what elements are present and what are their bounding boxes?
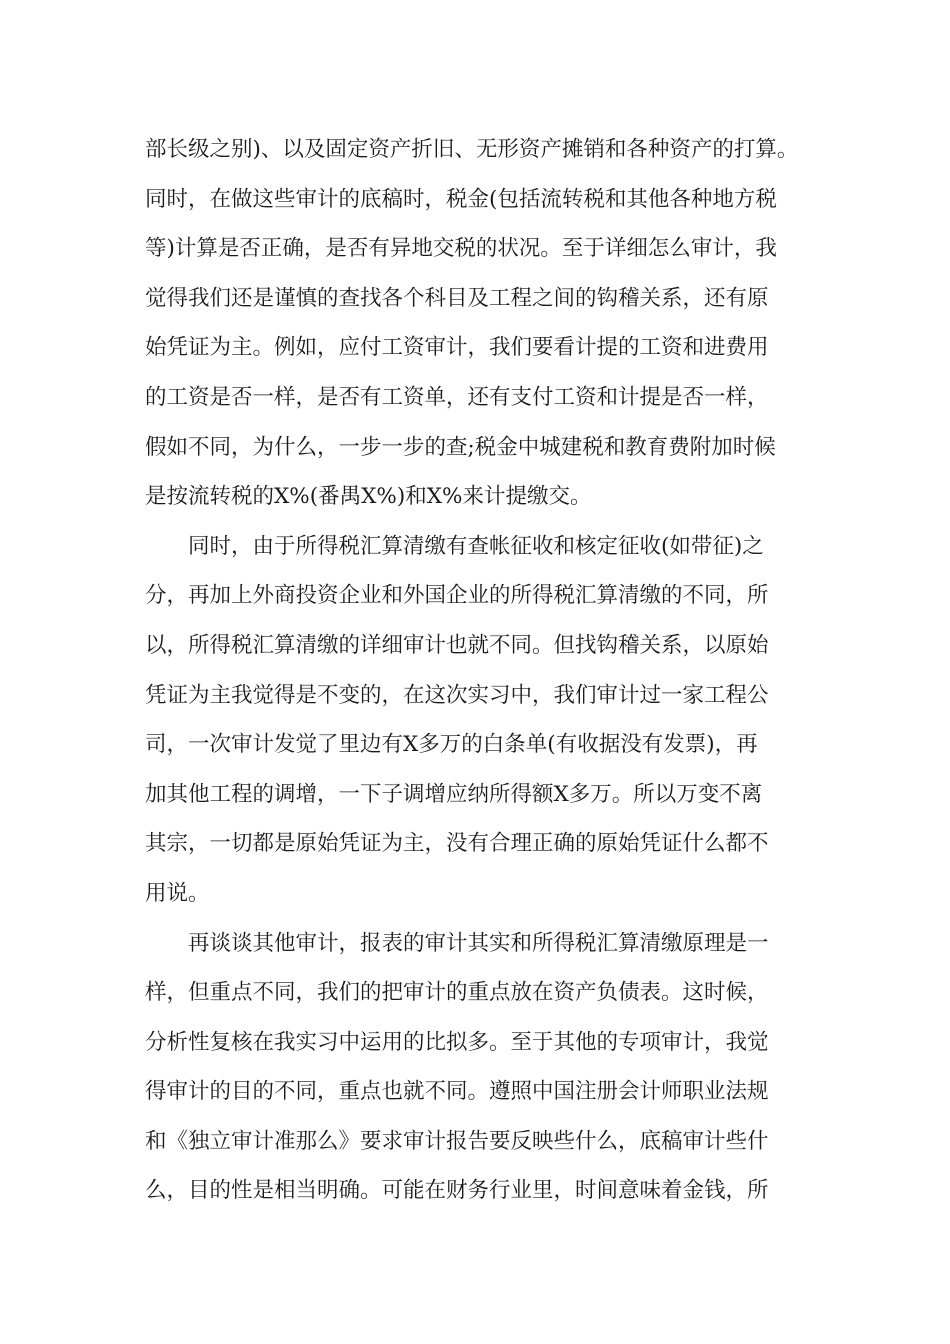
text-line: 样，但重点不同，我们的把审计的重点放在资产负债表。这时候，	[145, 980, 769, 1006]
text-line: 加其他工程的调增，一下子调增应纳所得额X多万。所以万变不离	[145, 781, 763, 807]
text-line: 始凭证为主。例如，应付工资审计，我们要看计提的工资和进费用	[145, 335, 769, 361]
text-line: 再谈谈其他审计，报表的审计其实和所得税汇算清缴原理是一	[188, 930, 769, 956]
text-line: 是按流转税的X%(番禺X%)和X%来计提缴交。	[145, 484, 592, 510]
document-body	[145, 125, 845, 1216]
text-line: 的工资是否一样，是否有工资单，还有支付工资和计提是否一样，	[145, 384, 769, 410]
text-line: 凭证为主我觉得是不变的，在这次实习中，我们审计过一家工程公	[145, 682, 769, 708]
text-line: 和《独立审计准那么》要求审计报告要反映些什么，底稿审计些什	[145, 1128, 769, 1154]
text-line: 同时，由于所得税汇算清缴有查帐征收和核定征收(如带征)之	[188, 533, 764, 559]
text-line: 部长级之别)、以及固定资产折旧、无形资产摊销和各种资产的打算。	[145, 137, 799, 162]
paragraph-1	[145, 125, 845, 522]
text-line: 用说。	[145, 880, 210, 906]
text-line: 司，一次审计发觉了里边有X多万的白条单(有收据没有发票)，再	[145, 732, 758, 758]
text-line: 分析性复核在我实习中运用的比拟多。至于其他的专项审计，我觉	[145, 1029, 769, 1055]
text-line: 么，目的性是相当明确。可能在财务行业里，时间意味着金钱，所	[145, 1178, 769, 1204]
text-line: 觉得我们还是谨慎的查找各个科目及工程之间的钩稽关系，还有原	[145, 285, 769, 311]
paragraph-3	[145, 919, 845, 1217]
paragraph-2	[145, 522, 845, 919]
text-line: 假如不同，为什么，一步一步的查;税金中城建税和教育费附加时候	[145, 434, 776, 460]
text-line: 以，所得税汇算清缴的详细审计也就不同。但找钩稽关系，以原始	[145, 632, 769, 658]
text-line: 其宗，一切都是原始凭证为主，没有合理正确的原始凭证什么都不	[145, 831, 769, 857]
text-line: 同时，在做这些审计的底稿时，税金(包括流转税和其他各种地方税	[145, 186, 777, 212]
text-line: 等)计算是否正确，是否有异地交税的状况。至于详细怎么审计，我	[145, 236, 777, 262]
text-line: 分，再加上外商投资企业和外国企业的所得税汇算清缴的不同，所	[145, 583, 769, 609]
text-line: 得审计的目的不同，重点也就不同。遵照中国注册会计师职业法规	[145, 1079, 769, 1105]
